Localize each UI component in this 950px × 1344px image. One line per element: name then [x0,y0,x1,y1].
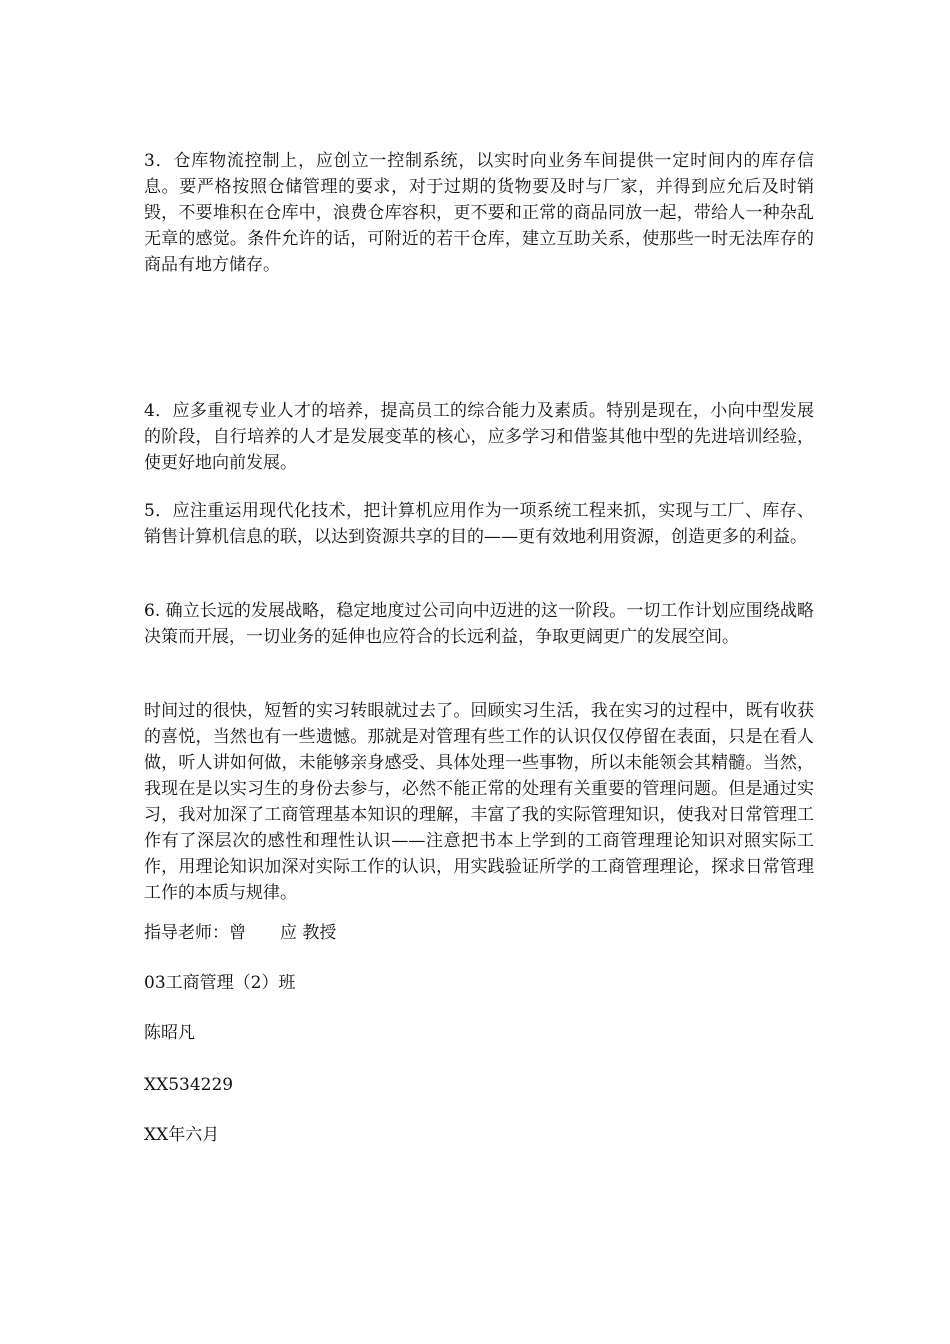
student-id: XX534229 [144,1075,234,1095]
paragraph-modern-technology: 5．应注重运用现代化技术，把计算机应用作为一项系统工程来抓，实现与工厂、库存、销售计算机信息的联，以达到资源共享的目的——更有效地利用资源，创造更多的利益。 [144,501,814,547]
paragraph-internship-summary: 时间过的很快，短暂的实习转眼就过去了。回顾实习生活，我在实习的过程中，既有收获的喜悦，当然也有一些遗憾。那就是对管理有些工作的认识仅仅停留在表面，只是在看人做，听人讲如何做，未能够亲身感受、具体处理一些事物，所以未能领会其精髓。当然，我现在是以实习生的身份去参与，必然不能正常的处理有关重要的管理问题。但是通过实习，我对加深了工商管理基本知识的理解，丰富了我的实际管理知识，使我对日常管理工作有了深层次的感性和理性认识——注意把书本上学到的工商管理理论知识对照实际工作，用理论知识加深对实际工作的认识，用实践验证所学的工商管理理论，探求日常管理工作的本质与规律。 [144,701,814,903]
advisor-line: 指导老师：曾 应 教授 [144,923,337,943]
class-line: 03工商管理（2）班 [144,973,296,993]
author-name: 陈昭凡 [144,1023,195,1043]
document-date: XX年六月 [144,1125,220,1145]
paragraph-talent-training: 4．应多重视专业人才的培养，提高员工的综合能力及素质。特别是现在，小向中型发展的阶段，自行培养的人才是发展变革的核心，应多学习和借鉴其他中型的先进培训经验，使更好地向前发展。 [144,401,814,473]
paragraph-long-term-strategy: 6. 确立长远的发展战略，稳定地度过公司向中迈进的这一阶段。一切工作计划应围绕战略决策而开展，一切业务的延伸也应符合的长远利益，争取更阔更广的发展空间。 [144,601,814,647]
paragraph-warehouse-control: 3．仓库物流控制上，应创立一控制系统，以实时向业务车间提供一定时间内的库存信息。要严格按照仓储管理的要求，对于过期的货物要及时与厂家，并得到应允后及时销毁，不要堆积在仓库中，浪费仓库容积，更不要和正常的商品同放一起，带给人一种杂乱无章的感觉。条件允许的话，可附近的若干仓库，建立互助关系，使那些一时无法库存的商品有地方储存。 [144,151,814,275]
